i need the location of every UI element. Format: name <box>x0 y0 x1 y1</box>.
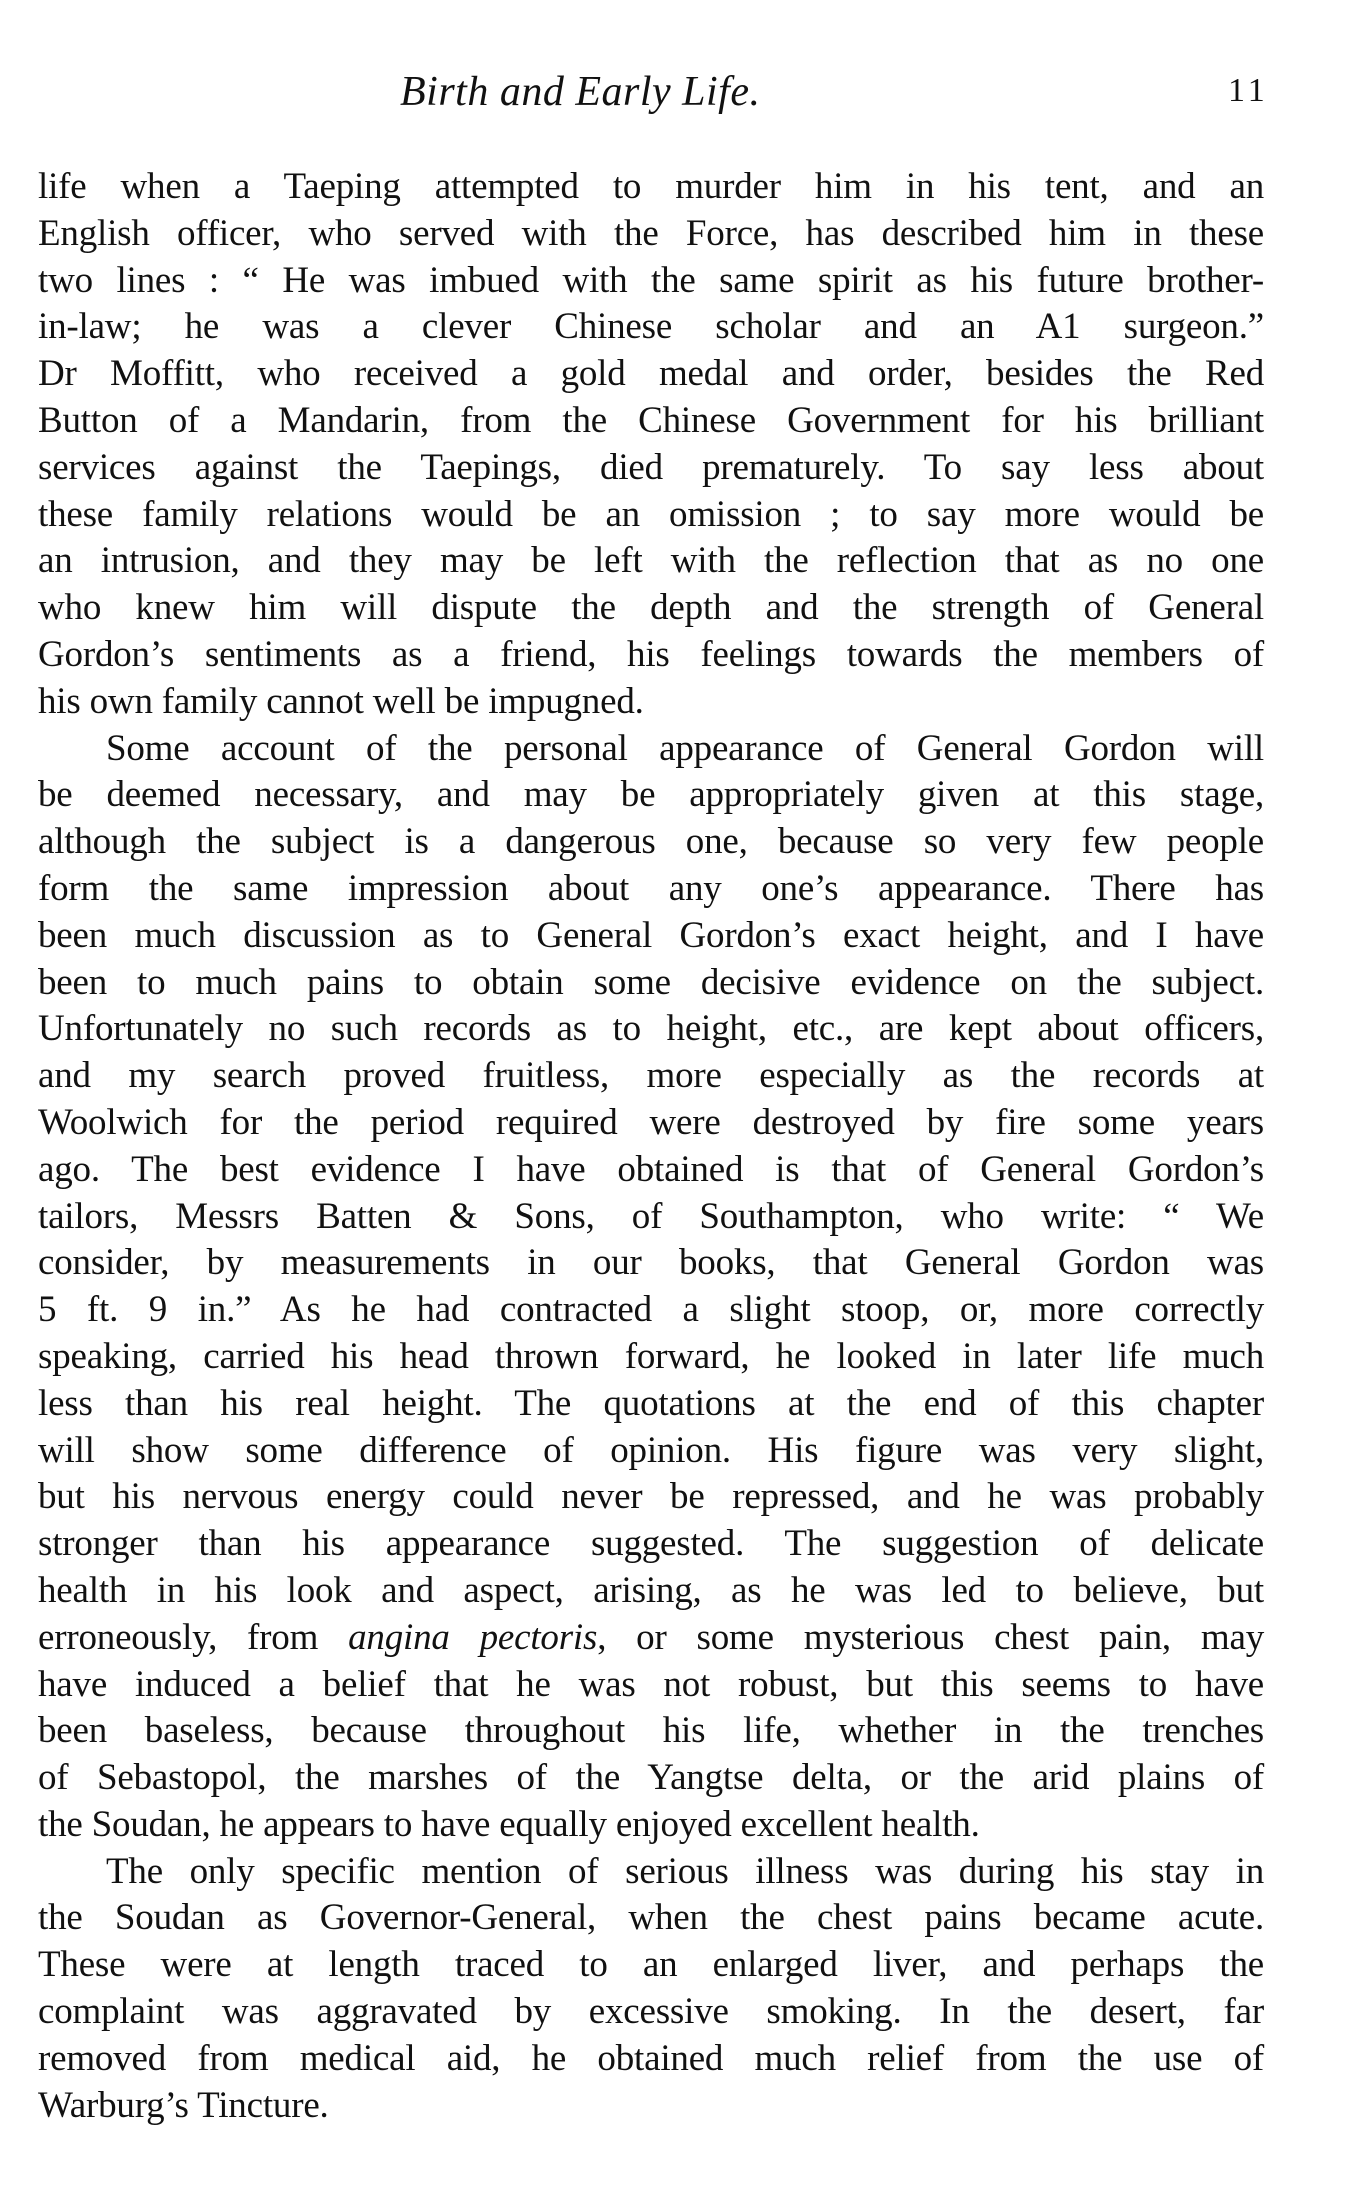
text-line: be deemed necessary, and may be appropriately given at this stage, <box>38 774 1264 816</box>
text-line: speaking, carried his head thrown forward, he looked in later life much <box>38 1335 1264 1377</box>
text-line: Dr Moffitt, who received a gold medal and order, besides the Red <box>38 353 1264 395</box>
text-line: Some account of the personal appearance of General Gordon will <box>106 727 1264 769</box>
paragraph <box>38 1849 1264 2130</box>
text-line: two lines : “ He was imbued with the same spirit as his future brother- <box>38 259 1264 301</box>
text-line: who knew him will dispute the depth and the strength of General <box>38 587 1264 629</box>
text-line: removed from medical aid, he obtained much relief from the use of <box>38 2037 1264 2079</box>
text-line: Warburg’s Tincture. <box>38 2084 329 2126</box>
paragraph <box>38 726 1264 1849</box>
text-line: an intrusion, and they may be left with the reflection that as no one <box>38 540 1264 582</box>
text-line: ago. The best evidence I have obtained is that of General Gordon’s <box>38 1148 1264 1190</box>
text-line <box>38 1615 1264 1662</box>
text-line: less than his real height. The quotations at the end of this chapter <box>38 1382 1264 1424</box>
text-line: Unfortunately no such records as to height, etc., are kept about officers, <box>38 1008 1264 1050</box>
text-line: These were at length traced to an enlarged liver, and perhaps the <box>38 1944 1264 1986</box>
text-line: life when a Taeping attempted to murder him in his tent, and an <box>38 166 1264 207</box>
text-line: of Sebastopol, the marshes of the Yangtse delta, or the arid plains of <box>38 1757 1264 1799</box>
body-text <box>38 164 1264 2129</box>
text-line: Button of a Mandarin, from the Chinese Government for his brilliant <box>38 399 1264 441</box>
text-line: been much discussion as to General Gordon’s exact height, and I have <box>38 914 1264 956</box>
text-line: and my search proved fruitless, more especially as the records at <box>38 1055 1264 1097</box>
text-line: stronger than his appearance suggested. The suggestion of delicate <box>38 1523 1264 1565</box>
text-segment: erroneously, from <box>38 1616 349 1658</box>
text-line: in-law; he was a clever Chinese scholar and an A1 surgeon.” <box>38 306 1264 348</box>
text-line: the Soudan as Governor-General, when the chest pains became acute. <box>38 1897 1264 1939</box>
page-number: 11 <box>1228 72 1269 109</box>
text-line: have induced a belief that he was not robust, but this seems to have <box>38 1663 1264 1705</box>
text-line: the Soudan, he appears to have equally enjoyed excellent health. <box>38 1803 980 1845</box>
text-line: services against the Taepings, died prematurely. To say less about <box>38 446 1264 488</box>
text-line: form the same impression about any one’s appearance. There has <box>38 867 1264 909</box>
text-segment: , or some mysterious chest pain, may <box>597 1616 1264 1658</box>
text-line: complaint was aggravated by excessive smoking. In the desert, far <box>38 1991 1264 2033</box>
running-head <box>0 68 1352 124</box>
text-line: his own family cannot well be impugned. <box>38 680 644 722</box>
text-line: Woolwich for the period required were destroyed by fire some years <box>38 1101 1264 1143</box>
text-line: consider, by measurements in our books, that General Gordon was <box>38 1242 1264 1284</box>
text-line: but his nervous energy could never be repressed, and he was probably <box>38 1476 1264 1518</box>
text-line: these family relations would be an omission ; to say more would be <box>38 493 1264 535</box>
text-line: been baseless, because throughout his life, whether in the trenches <box>38 1710 1264 1752</box>
text-line: health in his look and aspect, arising, as he was led to believe, but <box>38 1569 1264 1611</box>
text-line: The only specific mention of serious illness was during his stay in <box>106 1850 1264 1892</box>
italic-term: angina pectoris <box>348 1616 598 1658</box>
text-line: English officer, who served with the Force, has described him in these <box>38 212 1264 254</box>
text-line: will show some difference of opinion. His figure was very slight, <box>38 1429 1264 1471</box>
text-line: although the subject is a dangerous one, because so very few people <box>38 821 1264 863</box>
chapter-title: Birth and Early Life. <box>400 69 761 115</box>
text-line: tailors, Messrs Batten & Sons, of Southampton, who write: “ We <box>38 1195 1264 1237</box>
text-line: been to much pains to obtain some decisive evidence on the subject. <box>38 961 1264 1003</box>
text-line: Gordon’s sentiments as a friend, his feelings towards the members of <box>38 633 1264 675</box>
text-line: 5 ft. 9 in.” As he had contracted a slight stoop, or, more correctly <box>38 1289 1264 1331</box>
paragraph <box>38 164 1264 726</box>
